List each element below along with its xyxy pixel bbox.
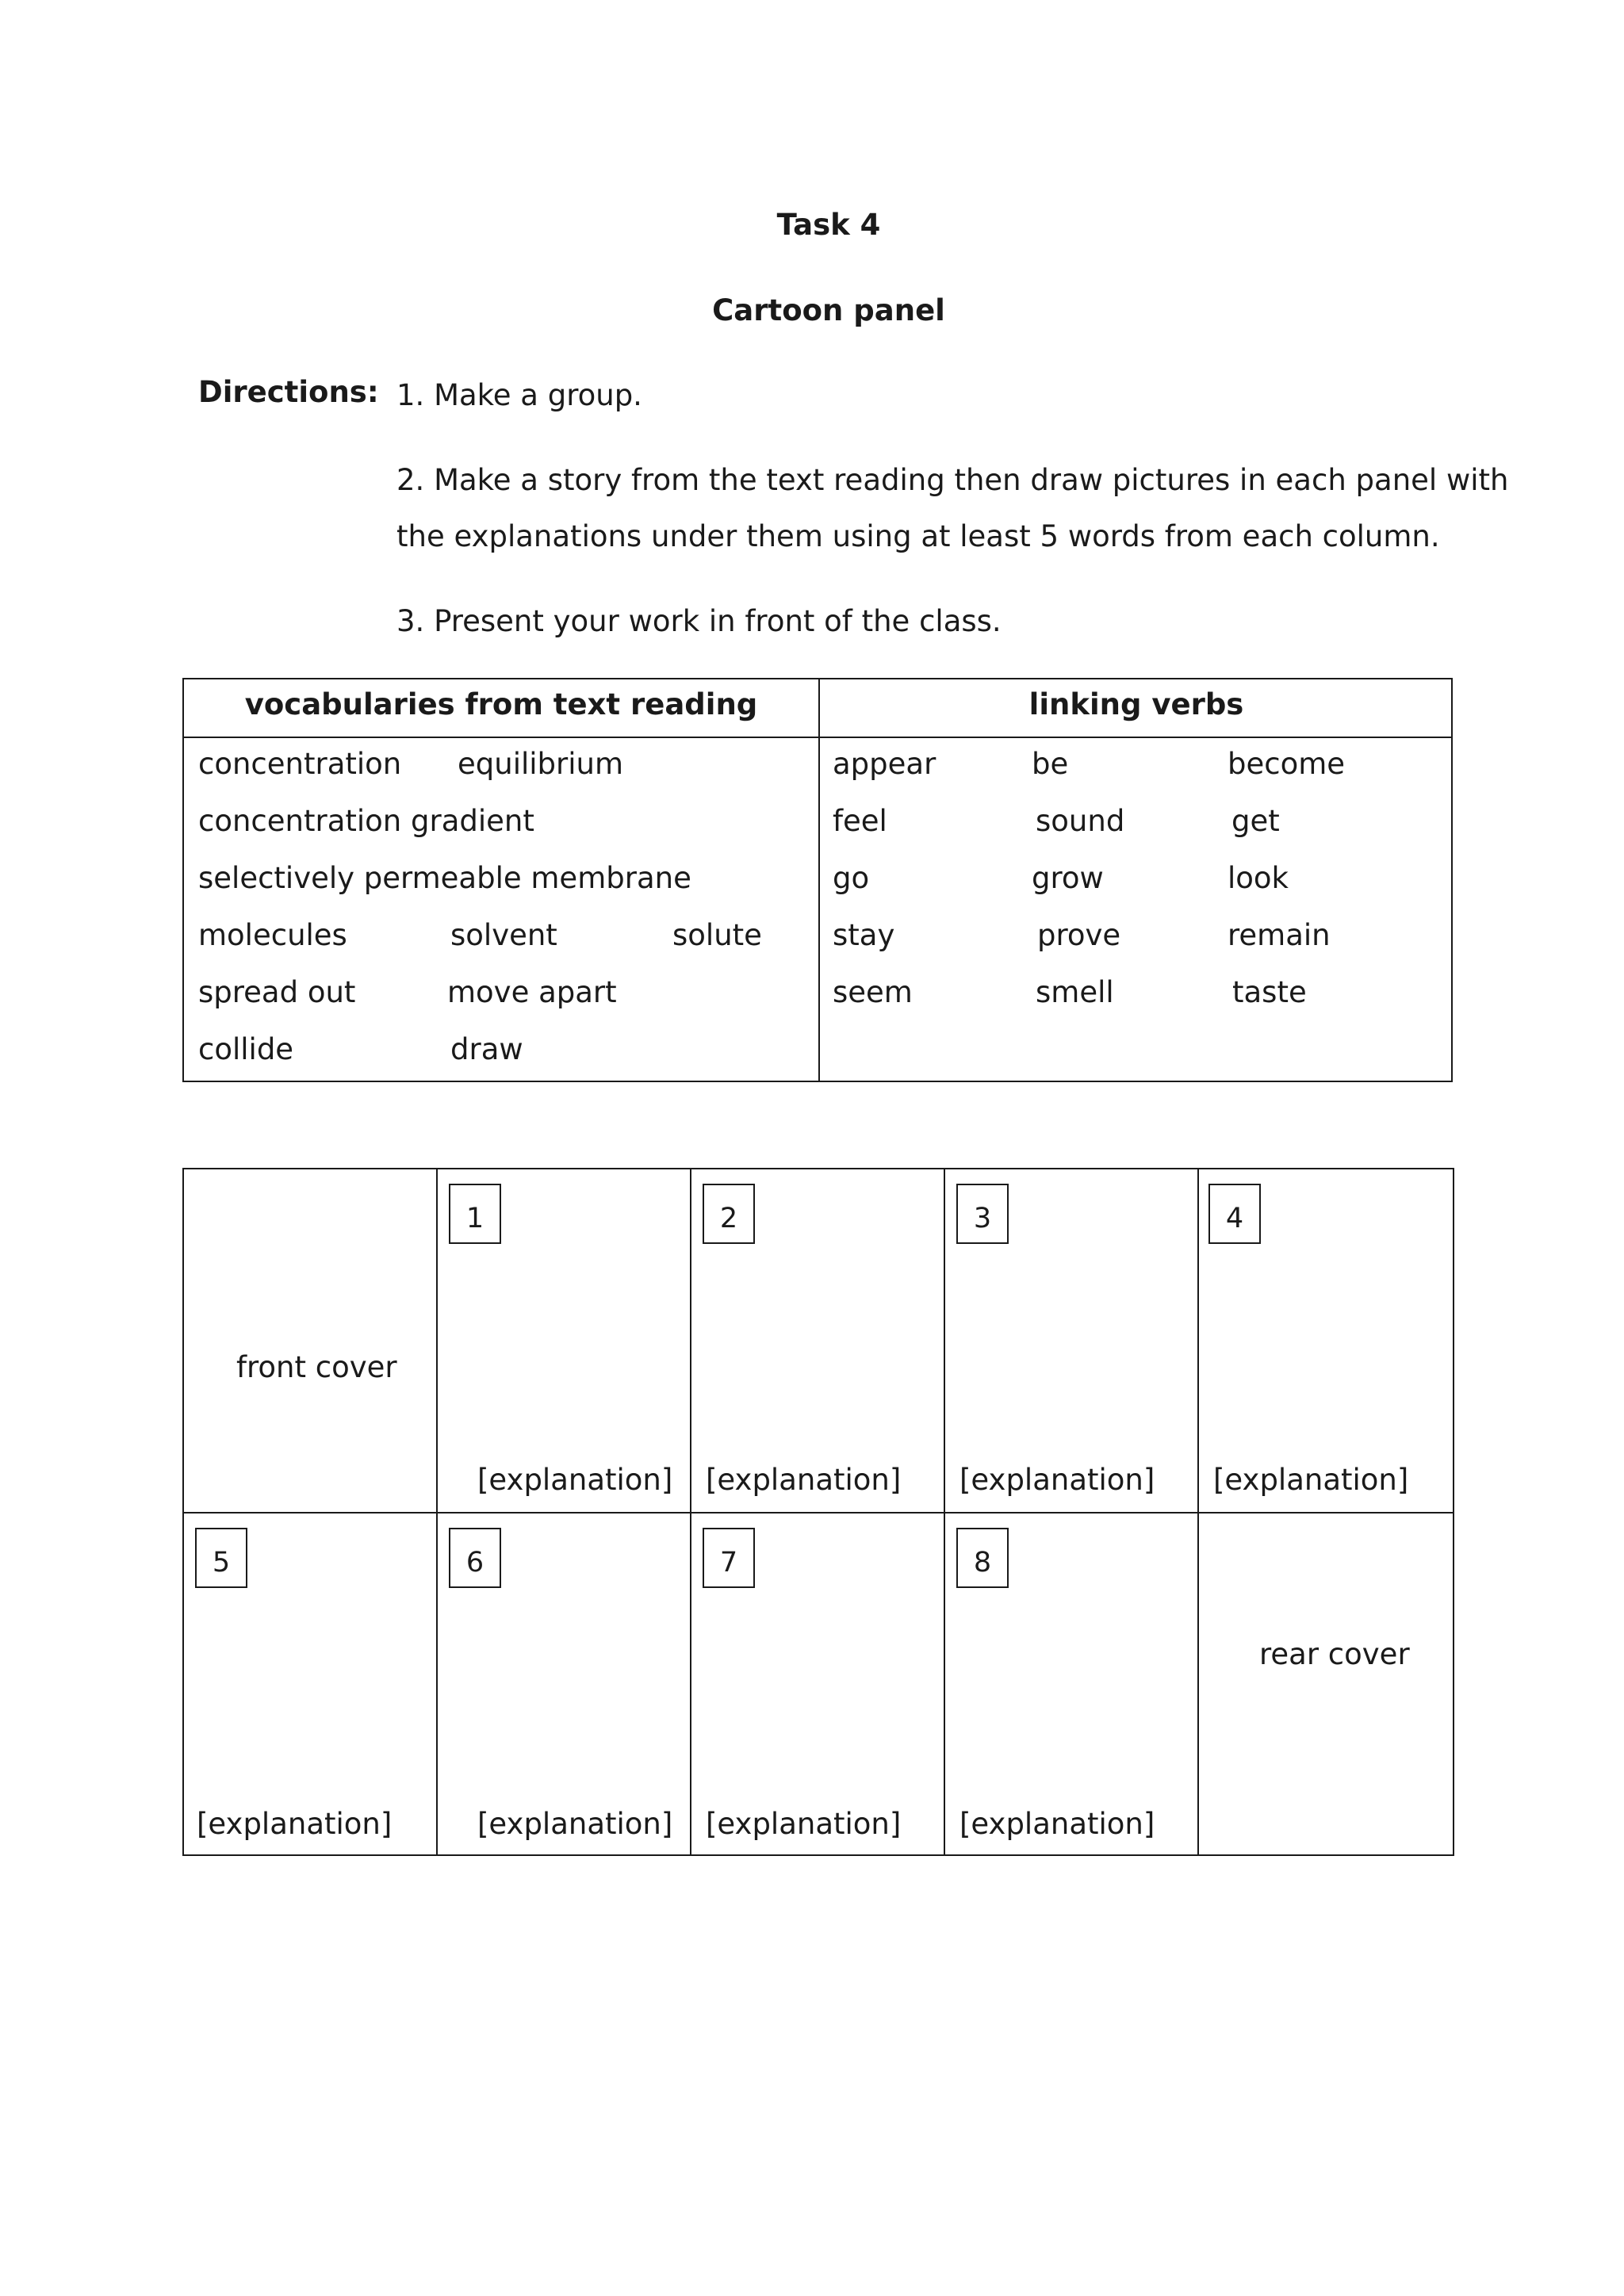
panel-explanation: [explanation]	[477, 1807, 673, 1841]
panel-number: 4	[1208, 1184, 1261, 1244]
panel-explanation: [explanation]	[477, 1463, 673, 1497]
header-vocabularies: vocabularies from text reading	[244, 687, 758, 721]
linking-verb: stay	[833, 918, 895, 952]
panel-number: 7	[703, 1528, 755, 1588]
linking-verb: sound	[1036, 804, 1125, 838]
direction-step-2: 2. Make a story from the text reading then draw pictures in each panel with	[396, 463, 1509, 497]
vocab-word: molecules	[198, 918, 347, 952]
panel-explanation: [explanation]	[1213, 1463, 1409, 1497]
linking-verb: look	[1228, 861, 1289, 895]
vocab-word: move apart	[447, 975, 617, 1009]
linking-verb: prove	[1037, 918, 1121, 952]
linking-verb: become	[1228, 747, 1346, 781]
front-cover-label: front cover	[236, 1350, 397, 1384]
vocab-word: collide	[198, 1032, 294, 1066]
vocab-word: equilibrium	[458, 747, 624, 781]
vocab-word: draw	[450, 1032, 523, 1066]
table-divider	[818, 679, 820, 1081]
panel-number: 3	[956, 1184, 1009, 1244]
vocab-word: spread out	[198, 975, 356, 1009]
linking-verb: taste	[1232, 975, 1307, 1009]
vocabulary-table	[182, 678, 1453, 1082]
vocab-word: concentration gradient	[198, 804, 534, 838]
vocab-word: selectively permeable membrane	[198, 861, 691, 895]
panel-number: 6	[449, 1528, 501, 1588]
vocab-word: solute	[672, 918, 762, 952]
task-title: Task 4	[776, 208, 881, 242]
header-linking-verbs: linking verbs	[1028, 687, 1244, 721]
linking-verb: be	[1032, 747, 1069, 781]
panel-row-divider	[184, 1512, 1453, 1513]
panel-number: 8	[956, 1528, 1009, 1588]
panel-number: 1	[449, 1184, 501, 1244]
page-subtitle: Cartoon panel	[712, 293, 945, 327]
vocab-word: solvent	[450, 918, 557, 952]
panel-explanation: [explanation]	[959, 1807, 1155, 1841]
panel-explanation: [explanation]	[706, 1463, 902, 1497]
directions-label: Directions:	[198, 375, 379, 409]
panel-explanation: [explanation]	[706, 1807, 902, 1841]
panel-explanation: [explanation]	[197, 1807, 393, 1841]
panel-number: 5	[195, 1528, 247, 1588]
linking-verb: grow	[1032, 861, 1104, 895]
linking-verb: smell	[1036, 975, 1114, 1009]
linking-verb: get	[1231, 804, 1280, 838]
panel-number: 2	[703, 1184, 755, 1244]
panel-explanation: [explanation]	[959, 1463, 1155, 1497]
vocab-word: concentration	[198, 747, 402, 781]
linking-verb: feel	[833, 804, 887, 838]
rear-cover-label: rear cover	[1259, 1637, 1410, 1671]
direction-step-3: 3. Present your work in front of the class.	[396, 604, 1002, 638]
cartoon-panels-grid	[182, 1168, 1454, 1856]
linking-verb: appear	[833, 747, 936, 781]
direction-step-2-cont: the explanations under them using at least 5 words from each column.	[396, 519, 1440, 553]
linking-verb: go	[833, 861, 870, 895]
linking-verb: remain	[1228, 918, 1331, 952]
direction-step-1: 1. Make a group.	[396, 378, 642, 412]
table-header-divider	[184, 737, 1451, 738]
linking-verb: seem	[833, 975, 913, 1009]
